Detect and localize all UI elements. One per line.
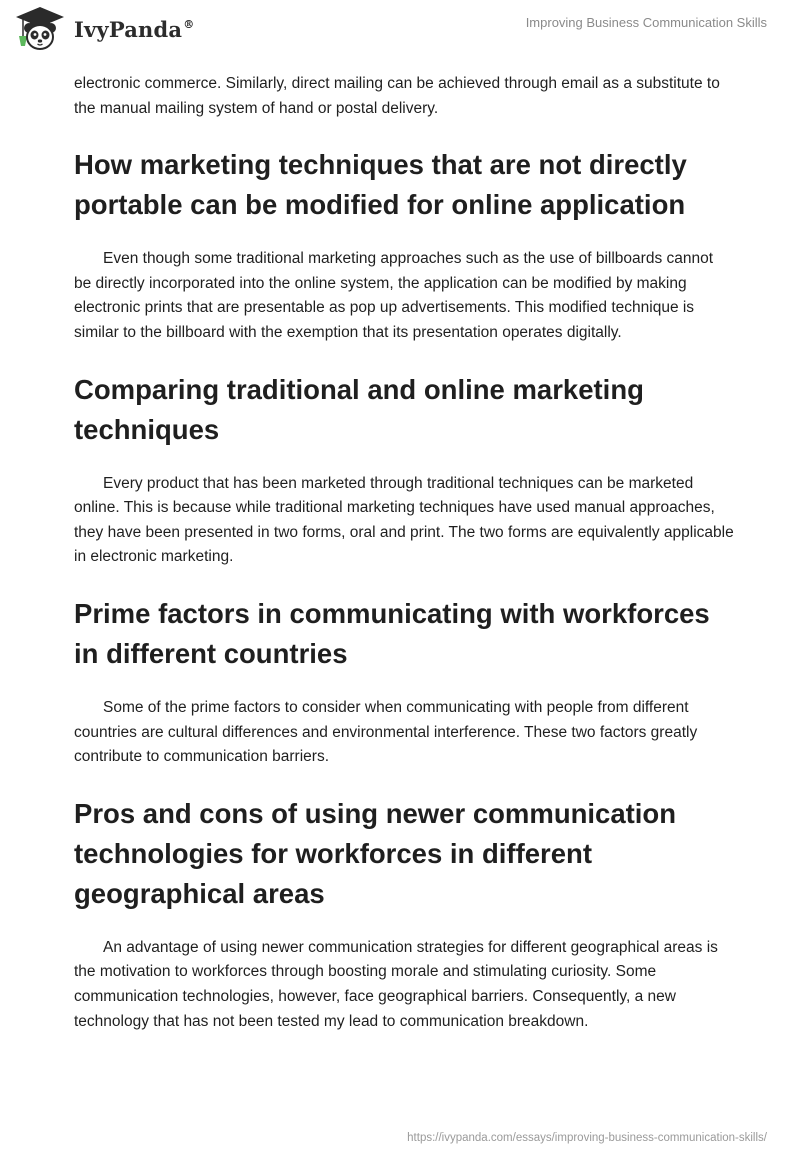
section-paragraph: An advantage of using newer communication strategies for different geographical areas is the motivation to workforces through boosting morale and stimulating curiosity. Some communication technologies, however, face geographical barriers. Consequently, a new technology that has not been tested my lead to communication breakdown. [74,938,718,1030]
section-paragraph: Some of the prime factors to consider when communicating with people from different countries are cultural differences and environmental interference. These two factors greatly contribute to communication barriers. [74,698,698,766]
section-paragraph: Every product that has been marketed through traditional techniques can be marketed online. This is because while traditional marketing techniques have used manual approaches, they have been presented in two forms, oral and print. The two forms are equivalently applicable in electronic marketing. [74,474,734,566]
essay-content [74,72,734,1034]
document-title: Improving Business Communication Skills [525,15,767,30]
page-header [0,0,800,70]
source-url-link[interactable]: https://ivypanda.com/essays/improving-business-communication-skills/ [407,1132,767,1144]
section-paragraph: Even though some traditional marketing approaches such as the use of billboards cannot be directly incorporated into the online system, the application can be modified by making electronic prints that are presentable as pop up advertisements. This modified technique is similar to the billboard with the exemption that its presentation operates digitally. [74,250,714,341]
ivypanda-logo-link[interactable] [14,6,194,52]
section-heading: How marketing techniques that are not directly portable can be modified for online application [74,149,687,221]
section-heading: Prime factors in communicating with workforces in different countries [74,597,710,669]
intro-paragraph: electronic commerce. Similarly, direct mailing can be achieved through email as a substitute to the manual mailing system of hand or postal delivery. [74,75,720,117]
section-heading: Comparing traditional and online marketing techniques [74,373,644,445]
panda-graduation-cap-icon [14,6,66,52]
section-heading: Pros and cons of using newer communication technologies for workforces in different geographical areas [74,797,677,909]
brand-name: IvyPanda® [74,16,195,42]
